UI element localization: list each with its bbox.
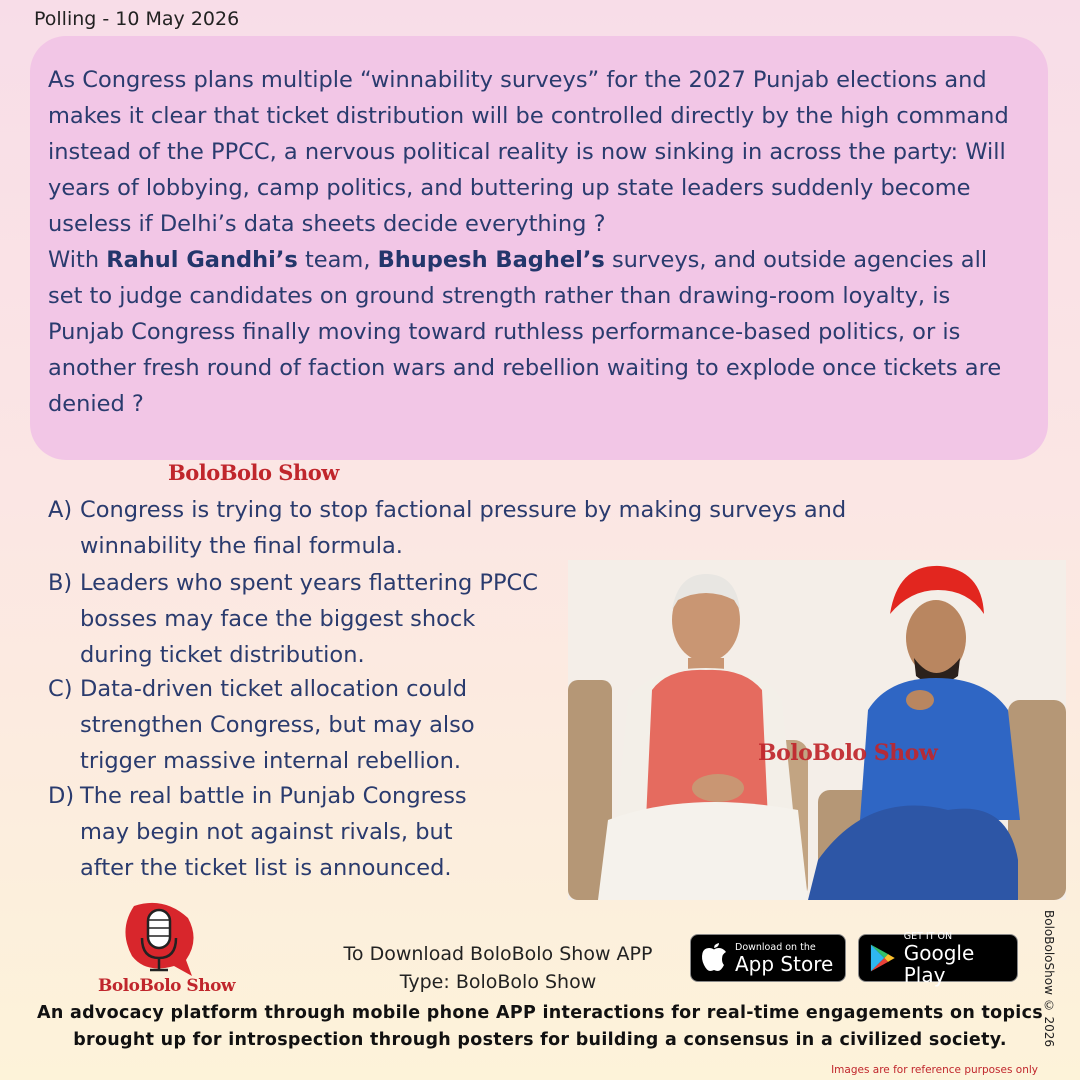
photo-watermark: BoloBolo Show bbox=[758, 740, 938, 766]
logo-text: BoloBolo Show bbox=[98, 976, 236, 996]
google-play-icon bbox=[869, 943, 896, 973]
name-rahul-gandhi: Rahul Gandhi’s bbox=[106, 247, 298, 273]
download-info bbox=[320, 940, 676, 996]
leaders-photo bbox=[568, 560, 1066, 900]
tagline-line-1: An advocacy platform through mobile phone APP interactions for real-time engagements on topics bbox=[36, 1003, 1043, 1023]
question-box bbox=[30, 36, 1048, 460]
option-b[interactable]: B) Leaders who spent years flattering PPCC bosses may face the biggest shock during ticket distribution. bbox=[48, 570, 538, 668]
apple-icon bbox=[701, 943, 727, 973]
copyright: BoloBoloShow © 2026 bbox=[1042, 910, 1056, 1048]
option-c[interactable]: C) Data-driven ticket allocation could strengthen Congress, but may also trigger massive internal rebellion. bbox=[48, 676, 475, 774]
download-line-1: To Download BoloBolo Show APP bbox=[343, 943, 653, 965]
poll-date: Polling - 10 May 2026 bbox=[34, 8, 240, 30]
question-followup: With Rahul Gandhi’s team, Bhupesh Baghel’s surveys, and outside agencies all set to judge candidates on ground strength rather than drawing-room loyalty, is Punjab Congress finally moving toward ruthless performance-based politics, or is another fresh round of faction wars and rebellion waiting to explode once tickets are denied ? bbox=[48, 247, 1002, 417]
download-line-2: Type: BoloBolo Show bbox=[399, 971, 597, 993]
tagline-line-2: brought up for introspection through posters for building a consensus in a civilized society. bbox=[73, 1030, 1007, 1050]
option-d[interactable]: D) The real battle in Punjab Congress may begin not against rivals, but after the ticket list is announced. bbox=[48, 783, 467, 881]
question-intro: As Congress plans multiple “winnability surveys” for the 2027 Punjab elections and makes it clear that ticket distribution will be controlled directly by the high command instead of the PPCC, a nervous political reality is now sinking in across the party: Will years of lobbying, camp politics, and buttering up state leaders suddenly become useless if Delhi’s data sheets decide everything ? bbox=[48, 67, 1009, 237]
microphone-icon bbox=[96, 900, 226, 980]
tagline bbox=[20, 1000, 1060, 1054]
disclaimer: Images are for reference purposes only bbox=[831, 1064, 1038, 1076]
app-store-button[interactable]: Download on the App Store bbox=[690, 934, 846, 982]
brand-title: BoloBolo Show bbox=[168, 460, 339, 485]
option-a[interactable]: A) Congress is trying to stop factional pressure by making surveys and winnability the final formula. bbox=[48, 497, 847, 559]
google-play-button[interactable]: GET IT ON Google Play bbox=[858, 934, 1018, 982]
name-bhupesh-baghel: Bhupesh Baghel’s bbox=[377, 247, 605, 273]
